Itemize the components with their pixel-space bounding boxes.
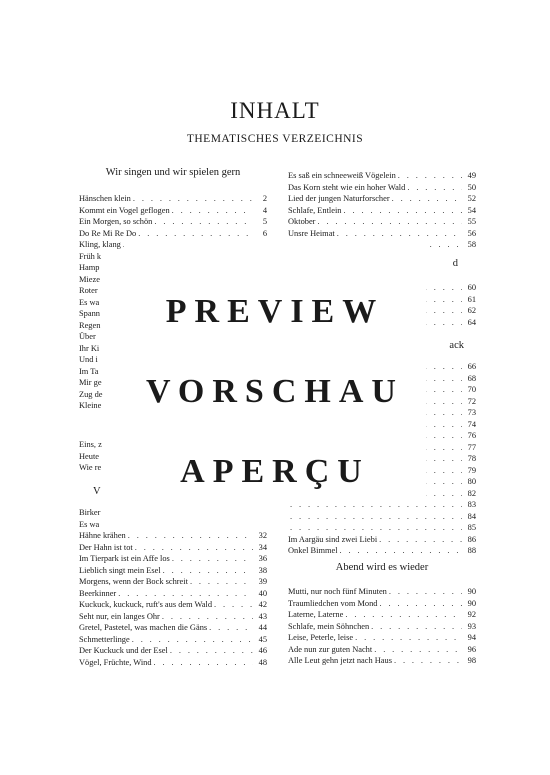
toc-entry-page: 94 (467, 633, 476, 642)
toc-entry-page: 80 (467, 477, 476, 486)
toc-entry (288, 609, 476, 621)
toc-entry-page: 70 (467, 385, 476, 394)
toc-leader-dots (355, 632, 462, 644)
toc-entry-title: Es wa (79, 519, 100, 529)
section-heading: Abend wird es wieder (335, 562, 429, 573)
toc-entry-title: Früh k (79, 251, 102, 261)
toc-entry-title: Spann (79, 309, 100, 318)
toc-entry-page: 54 (467, 205, 476, 215)
toc-entry (79, 611, 267, 623)
toc-entry-page: 82 (467, 488, 476, 498)
toc-entry-title: Der Kuckuck und der Esel (79, 646, 168, 655)
toc-entry (79, 576, 267, 588)
toc-entry-title: Der Hahn ist tot (79, 542, 133, 552)
toc-leader-dots (398, 170, 462, 182)
toc-entry-title: Lied der jungen Naturforscher (288, 194, 390, 203)
right-section-heading-3 (288, 562, 476, 574)
toc-entry-page: 96 (467, 644, 476, 654)
toc-entry-title: Do Re Mi Re Do (79, 228, 137, 238)
toc-leader-dots (135, 542, 253, 554)
toc-list (79, 507, 267, 668)
toc-leader-dots (371, 621, 462, 633)
toc-entry-title: Kling, klang (79, 240, 121, 249)
toc-entry-page: 52 (467, 194, 476, 203)
toc-entry (288, 193, 476, 205)
toc-entry (79, 588, 267, 600)
toc-entry-page: 44 (258, 623, 267, 632)
toc-leader-dots (154, 657, 253, 669)
toc-entry-page: 45 (258, 634, 267, 644)
toc-entry (79, 205, 267, 217)
toc-leader-dots (132, 634, 253, 646)
toc-entry-page: 74 (467, 419, 476, 429)
toc-entry-title: Eins, z (79, 440, 102, 449)
toc-entry (79, 645, 267, 657)
toc-entry-page: 72 (467, 396, 476, 406)
toc-leader-dots (162, 611, 253, 623)
toc-entry (288, 182, 476, 194)
toc-entry-title: Kuckuck, kuckuck, ruft's aus dem Wald (79, 600, 213, 609)
toc-entry-page: 88 (467, 546, 476, 555)
toc-entry-page: 60 (467, 283, 476, 292)
toc-entry (79, 565, 267, 577)
toc-entry (79, 542, 267, 554)
section-heading: d (452, 258, 458, 269)
toc-entry-page: 58 (467, 240, 476, 249)
toc-entry-page: 64 (467, 317, 476, 327)
toc-entry-title: Vögel, Früchte, Wind (79, 657, 152, 667)
toc-entry-title: Das Korn steht wie ein hoher Wald (288, 182, 406, 192)
toc-entry (288, 534, 476, 546)
toc-entry-page: 76 (467, 431, 476, 440)
toc-entry-page: 90 (467, 598, 476, 608)
toc-entry-page: 62 (467, 306, 476, 315)
toc-entry-page: 79 (467, 465, 476, 475)
toc-entry-page: 92 (467, 610, 476, 619)
toc-entry (288, 632, 476, 644)
toc-entry (79, 519, 267, 531)
toc-leader-dots (317, 216, 462, 228)
toc-entry-page: 78 (467, 454, 476, 463)
toc-entry (288, 216, 476, 228)
toc-entry-page: 39 (258, 577, 267, 586)
watermark-vorschau: VORSCHAU (146, 373, 404, 410)
toc-entry (79, 507, 267, 519)
toc-entry-title: Mir ge (79, 378, 102, 387)
toc-entry-title: Roter (79, 286, 98, 295)
toc-entry-title: Schlafe, mein Söhnchen (288, 621, 370, 631)
toc-entry-title: Laterne, Laterne (288, 610, 344, 619)
toc-leader-dots (190, 576, 253, 588)
toc-entry-title: Im Aargäu sind zwei Liebi (288, 534, 378, 544)
toc-leader-dots (209, 622, 253, 634)
toc-entry-page: 40 (258, 588, 267, 598)
section-heading: ack (449, 340, 464, 351)
toc-entry-page: 61 (467, 294, 476, 304)
toc-leader-dots (128, 530, 253, 542)
toc-entry-page: 34 (258, 542, 267, 552)
toc-entry (288, 655, 476, 667)
toc-entry-title: Es saß ein schneeweiß Vögelein (288, 171, 396, 180)
section-heading: Wir singen und wir spielen gern (105, 167, 241, 178)
toc-entry-title: Seht nur, ein langes Ohr (79, 611, 160, 621)
toc-leader-dots (379, 598, 462, 610)
toc-entry-title: Unsre Heimat (288, 228, 335, 238)
toc-entry (288, 205, 476, 217)
toc-entry-title: Oktober (288, 217, 316, 226)
toc-entry-title: Ihr Ki (79, 343, 100, 353)
toc-entry-title: Im Tierpark ist ein Affe los (79, 554, 170, 563)
toc-entry (79, 634, 267, 646)
toc-entry-title: Im Ta (79, 366, 99, 376)
toc-entry-page: 73 (467, 408, 476, 417)
toc-entry-page: 50 (467, 182, 476, 192)
toc-entry-title: Onkel Bimmel (288, 546, 338, 555)
toc-entry-title: Leise, Peterle, leise (288, 633, 354, 642)
toc-entry-page: 85 (467, 523, 476, 532)
toc-entry (79, 622, 267, 634)
toc-entry-page: 32 (258, 531, 267, 540)
toc-entry-page: 38 (258, 565, 267, 575)
toc-entry (79, 193, 267, 205)
toc-entry-title: Traumliedchen vom Mond (288, 598, 378, 608)
page-title: INHALT (230, 98, 320, 123)
toc-leader-dots (340, 545, 462, 557)
toc-entry-title: Kleine (79, 401, 102, 410)
toc-entry-page: 36 (258, 554, 267, 563)
toc-entry-title: Alle Leut gehn jetzt nach Haus (288, 656, 392, 665)
toc-entry-page: 68 (467, 373, 476, 383)
toc-leader-dots (374, 644, 462, 656)
toc-entry-page: 86 (467, 534, 476, 544)
toc-entry-title: Hamp (79, 263, 100, 272)
toc-leader-dots (172, 205, 253, 217)
toc-leader-dots (290, 499, 462, 511)
toc-entry-page: 48 (258, 657, 267, 667)
toc-leader-dots (407, 182, 462, 194)
toc-entry (79, 530, 267, 542)
toc-entry-title: Regen (79, 320, 101, 330)
toc-leader-dots (389, 586, 462, 598)
toc-entry-page: 55 (467, 217, 476, 226)
toc-entry-page: 5 (262, 217, 267, 226)
toc-leader-dots (392, 193, 462, 205)
toc-entry-page: 56 (467, 228, 476, 238)
toc-entry (288, 644, 476, 656)
toc-entry (288, 545, 476, 557)
toc-entry-title: Es wa (79, 297, 100, 307)
toc-entry-page: 49 (467, 171, 476, 180)
toc-entry (79, 657, 267, 669)
toc-leader-dots (344, 205, 463, 217)
toc-entry-page: 84 (467, 511, 476, 521)
toc-entry-title: Birker (79, 508, 101, 517)
toc-leader-dots (290, 522, 462, 534)
toc-entry-page: 42 (258, 600, 267, 609)
toc-entry-title: Lieblich singt mein Esel (79, 565, 161, 575)
toc-entry-page: 77 (467, 442, 476, 452)
toc-entry-page: 4 (262, 205, 267, 215)
watermark-apercu: APERÇU (180, 453, 370, 490)
toc-entry (288, 586, 476, 598)
toc-entry-title: Mutti, nur noch fünf Minuten (288, 587, 387, 596)
toc-leader-dots (345, 609, 462, 621)
toc-entry (288, 621, 476, 633)
toc-leader-dots (118, 588, 253, 600)
toc-leader-dots (133, 193, 253, 205)
toc-entry (288, 170, 476, 182)
toc-entry-page: 46 (258, 646, 267, 655)
page-subtitle: THEMATISCHES VERZEICHNIS (186, 133, 364, 145)
toc-list (288, 586, 476, 667)
toc-entry-title: Morgens, wenn der Bock schreit (79, 577, 188, 586)
toc-entry-page: 98 (467, 656, 476, 665)
toc-entry-title: Beerkinner (79, 588, 117, 598)
left-section-heading (79, 167, 267, 179)
toc-entry (288, 499, 476, 511)
toc-entry-title: Hänschen klein (79, 194, 131, 203)
toc-leader-dots (163, 565, 253, 577)
toc-entry-title: Ein Morgen, so schön (79, 217, 153, 226)
toc-entry-page: 93 (467, 621, 476, 631)
toc-entry-page: 6 (262, 228, 267, 238)
toc-entry-page: 66 (467, 362, 476, 371)
toc-leader-dots (379, 534, 462, 546)
toc-entry-title: Und i (79, 355, 98, 364)
toc-entry-page: 2 (262, 194, 267, 203)
toc-leader-dots (214, 599, 253, 611)
toc-entry-title: Ade nun zur guten Nacht (288, 644, 373, 654)
toc-entry (288, 522, 476, 534)
toc-entry-title: Schmetterlinge (79, 634, 130, 644)
toc-leader-dots (290, 511, 462, 523)
toc-entry (288, 598, 476, 610)
toc-entry-page: 83 (467, 500, 476, 509)
toc-entry-page: 90 (467, 587, 476, 596)
toc-entry-title: Kommt ein Vogel geflogen (79, 205, 170, 215)
toc-entry (288, 511, 476, 523)
toc-entry-title: Wie re (79, 463, 102, 472)
section-heading: V (93, 486, 101, 497)
toc-leader-dots (154, 216, 253, 228)
toc-entry-title: Hähne krähen (79, 531, 126, 540)
toc-leader-dots (172, 553, 253, 565)
toc-entry-page: 43 (258, 611, 267, 621)
toc-entry-title: Schlafe, Entlein (288, 205, 342, 215)
toc-entry-title: Über (79, 332, 96, 341)
toc-leader-dots (170, 645, 253, 657)
toc-entry (79, 553, 267, 565)
toc-entry-title: Gretel, Pastetel, was machen die Gäns (79, 623, 208, 632)
toc-entry-title: Mieze (79, 274, 100, 284)
toc-leader-dots (394, 655, 462, 667)
toc-entry (79, 216, 267, 228)
watermark-preview: PREVIEW (165, 293, 385, 330)
toc-entry-title: Zug de (79, 389, 103, 399)
toc-entry-title: Heute (79, 451, 99, 461)
toc-entry (79, 599, 267, 611)
